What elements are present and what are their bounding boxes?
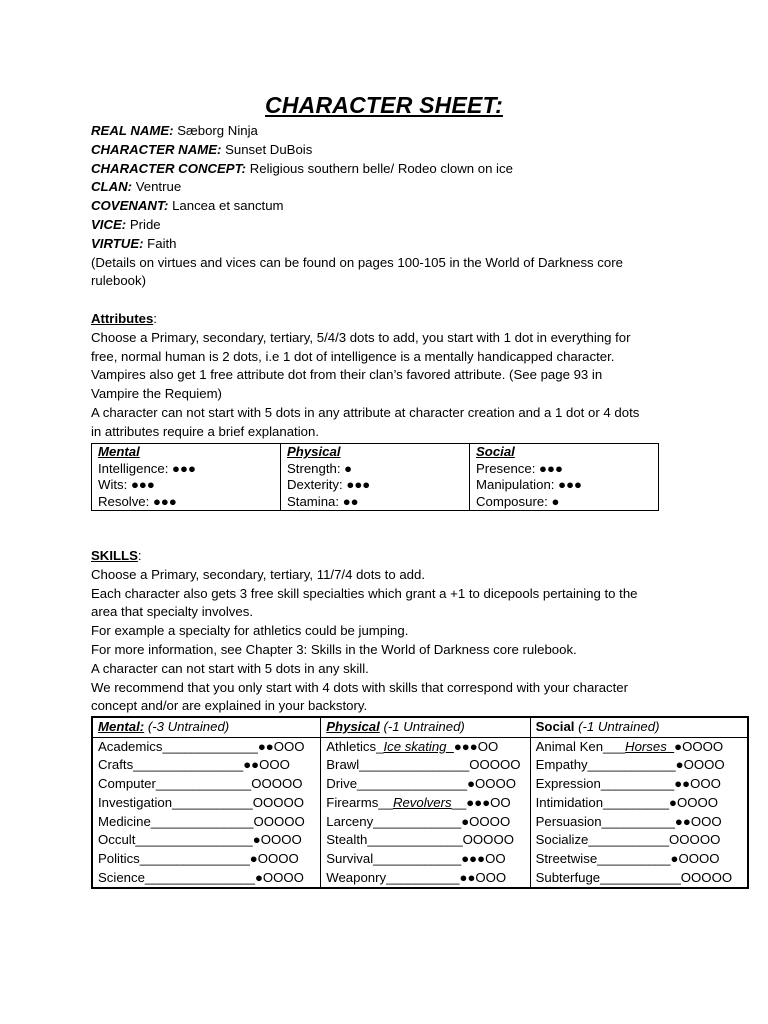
attr-row: Stamina: ●●: [287, 493, 359, 509]
skill-name: Larceny____________: [326, 813, 462, 829]
info-line: [91, 122, 671, 141]
attr-col-head: Mental: [98, 444, 140, 459]
skill-cell: [321, 775, 530, 794]
heading-colon: :: [153, 311, 157, 326]
skill-dots: OOOOO: [462, 832, 514, 848]
attr-row: Composure: ●: [476, 493, 560, 509]
skill-cell: [321, 831, 530, 850]
skill-cell: [530, 775, 748, 794]
header-note: (-3 Untrained): [144, 719, 230, 734]
skill-dots: ●●OOO: [674, 776, 721, 792]
skill-name: Survival____________: [326, 850, 462, 866]
header-name: Social: [535, 719, 575, 734]
table-row: [92, 775, 748, 794]
skill-name: Empathy____________: [535, 757, 676, 773]
skills-header-physical: [321, 717, 530, 737]
skill-name: Athletics_: [326, 738, 384, 754]
skill-name: Weaponry__________: [326, 869, 460, 885]
skill-name: Medicine______________: [98, 813, 254, 829]
attr-row: Wits: ●●●: [98, 477, 155, 493]
attributes-heading-line: [91, 310, 671, 329]
skill-cell: [530, 794, 748, 813]
info-value: Pride: [126, 216, 161, 232]
attr-row: Intelligence: ●●●: [98, 460, 196, 476]
paragraph-line: Each character also gets 3 free skill specialties which grant a +1 to dicepools pertaining to the: [91, 585, 638, 601]
info-value: Lancea et sanctum: [168, 198, 284, 214]
skills-header-social: [530, 717, 748, 737]
skill-cell: [92, 794, 321, 813]
skill-dots: OOOOO: [253, 813, 305, 829]
paragraph-line: For more information, see Chapter 3: Skills in the World of Darkness core rulebook.: [91, 641, 577, 657]
skill-name: Brawl_______________: [326, 757, 470, 773]
page-title: CHARACTER SHEET:: [265, 92, 503, 118]
skill-cell: [92, 813, 321, 832]
skill-name: Academics_____________: [98, 738, 258, 754]
info-line: [91, 235, 671, 254]
info-line: [91, 178, 671, 197]
header-name: Mental:: [98, 719, 145, 734]
skill-specialty: Horses_: [625, 738, 675, 754]
skill-dots: ●OOOO: [461, 813, 511, 829]
header-name: Physical: [326, 719, 380, 734]
skill-name: Drive_______________: [326, 776, 468, 792]
paragraph-line: Vampire the Requiem): [91, 386, 222, 402]
skill-cell: [92, 869, 321, 889]
info-note: rulebook): [91, 273, 146, 289]
attr-row: Strength: ●: [287, 460, 353, 476]
table-row: [92, 869, 748, 889]
heading-colon: :: [137, 548, 142, 563]
skill-name: Streetwise__________: [535, 850, 671, 866]
skill-cell: [321, 737, 530, 756]
paragraph-line: area that specialty involves.: [91, 604, 253, 620]
skill-cell: [92, 756, 321, 775]
info-label: VICE:: [91, 216, 127, 232]
skill-dots: OOOOO: [469, 757, 521, 773]
skill-dots: ●OOOO: [675, 757, 725, 773]
skills-section: [91, 547, 671, 716]
skill-dots: OOOOO: [251, 776, 303, 792]
skill-name: Stealth_____________: [326, 832, 463, 848]
skill-cell: [321, 850, 530, 869]
character-info: [91, 122, 671, 291]
skill-dots: ●OOOO: [249, 850, 299, 866]
skill-name: Computer_____________: [98, 776, 252, 792]
skill-cell: [321, 869, 530, 889]
paragraph-line: A character can not start with 5 dots in any attribute at character creation and a 1 dot or 4 dots: [91, 404, 640, 420]
paragraph-line: We recommend that you only start with 4 dots with skills that correspond with your character: [91, 679, 629, 695]
skill-dots: ●OOOO: [674, 738, 724, 754]
skill-dots: ●●●OO: [461, 850, 506, 866]
skill-dots: OOOOO: [680, 869, 733, 885]
skill-name: Persuasion__________: [535, 813, 675, 829]
skill-specialty: Revolvers: [392, 794, 452, 810]
skill-cell: [321, 756, 530, 775]
skill-dots: ●●OOO: [257, 738, 305, 754]
attr-col-physical: [281, 444, 470, 511]
header-note: (-1 Untrained): [574, 719, 660, 734]
attr-col-social: [470, 444, 659, 511]
skill-name: Subterfuge___________: [535, 869, 681, 885]
paragraph-line: A character can not start with 5 dots in any skill.: [91, 660, 369, 676]
skill-name: Expression__________: [535, 776, 675, 792]
attr-col-head: Social: [476, 444, 515, 459]
paragraph-line: Choose a Primary, secondary, tertiary, 5/4/3 dots to add, you start with 1 dot in everything for: [91, 329, 631, 345]
skill-dots: ●OOOO: [252, 832, 302, 848]
skills-header-row: [92, 717, 748, 737]
info-label: VIRTUE:: [91, 235, 144, 251]
skill-dots: ●●OOO: [459, 869, 507, 885]
skill-specialty: Ice skating_: [383, 738, 454, 754]
skill-name: Investigation___________: [98, 794, 253, 810]
skill-name: Occult________________: [98, 832, 253, 848]
skill-cell: [321, 813, 530, 832]
table-row: [92, 831, 748, 850]
skill-name: Intimidation_________: [535, 794, 670, 810]
table-row: [92, 756, 748, 775]
info-line: [91, 141, 671, 160]
skill-cell: [530, 869, 748, 889]
skill-name: Science_______________: [98, 869, 255, 885]
skill-name: Firearms__: [326, 794, 393, 810]
skill-name: Animal Ken___: [535, 738, 626, 754]
skill-cell: [530, 813, 748, 832]
info-label: COVENANT:: [91, 198, 169, 214]
skill-dots: OOOOO: [252, 794, 305, 810]
skill-cell: [530, 756, 748, 775]
skills-heading-line: [91, 547, 671, 566]
paragraph-line: Vampires also get 1 free attribute dot from their clan’s favored attribute. (See page 93 in: [91, 367, 603, 383]
paragraph-line: concept and/or are explained in your backstory.: [91, 698, 368, 714]
skill-dots: ●●OOO: [674, 813, 722, 829]
info-value: Sæborg Ninja: [173, 123, 258, 138]
attr-row: Resolve: ●●●: [98, 493, 177, 509]
table-row: [92, 813, 748, 832]
info-value: Ventrue: [132, 179, 182, 195]
skill-dots: __●●●OO: [451, 794, 511, 810]
skill-cell: [92, 831, 321, 850]
info-label: CHARACTER CONCEPT:: [91, 160, 247, 176]
table-row: [92, 794, 748, 813]
attr-col-mental: [92, 444, 281, 511]
skill-name: Socialize___________: [535, 832, 670, 848]
skills-header-mental: [92, 717, 321, 737]
info-value: Faith: [143, 235, 177, 251]
info-note: (Details on virtues and vices can be found on pages 100-105 in the World of Darkness core: [91, 254, 623, 270]
attr-row: Manipulation: ●●●: [476, 477, 583, 493]
attr-row: Dexterity: ●●●: [287, 477, 371, 493]
skill-dots: ●OOOO: [254, 869, 304, 885]
info-label: CLAN:: [91, 179, 133, 195]
attributes-heading: Attributes: [91, 311, 154, 326]
skills-heading: SKILLS: [91, 548, 138, 563]
attributes-section: [91, 310, 671, 442]
skill-dots: ●●●OO: [453, 738, 499, 754]
skill-dots: ●OOOO: [670, 850, 720, 866]
table-row: [92, 850, 748, 869]
skill-dots: OOOOO: [669, 832, 721, 848]
paragraph-line: For example a specialty for athletics could be jumping.: [91, 623, 409, 639]
info-line: [91, 197, 671, 216]
table-row: [92, 737, 748, 756]
skill-cell: [530, 831, 748, 850]
skill-cell: [530, 737, 748, 756]
skill-cell: [92, 850, 321, 869]
skill-cell: [530, 850, 748, 869]
skill-dots: ●●OOO: [243, 757, 290, 773]
skills-body: [92, 737, 748, 888]
skill-dots: ●OOOO: [467, 776, 517, 792]
paragraph-line: Choose a Primary, secondary, tertiary, 11/7/4 dots to add.: [91, 566, 425, 582]
skill-cell: [92, 737, 321, 756]
info-label: CHARACTER NAME:: [91, 141, 222, 157]
skill-name: Politics_______________: [98, 850, 250, 866]
info-value: Religious southern belle/ Rodeo clown on ice: [246, 160, 513, 176]
skill-dots: ●OOOO: [669, 794, 719, 810]
header-note: (-1 Untrained): [379, 719, 465, 734]
skill-cell: [321, 794, 530, 813]
paragraph-line: in attributes require a brief explanation.: [91, 423, 319, 439]
paragraph-line: free, normal human is 2 dots, i.e 1 dot of intelligence is a mentally handicapped character.: [91, 348, 615, 364]
attributes-table: [91, 443, 659, 511]
attr-col-head: Physical: [287, 444, 341, 459]
info-value: Sunset DuBois: [221, 141, 313, 157]
info-label: REAL NAME:: [91, 123, 174, 138]
skill-cell: [92, 775, 321, 794]
info-line: [91, 216, 671, 235]
info-line: [91, 160, 671, 179]
skill-name: Crafts_______________: [98, 757, 244, 773]
skills-table: [91, 716, 749, 889]
attr-row: Presence: ●●●: [476, 460, 563, 476]
